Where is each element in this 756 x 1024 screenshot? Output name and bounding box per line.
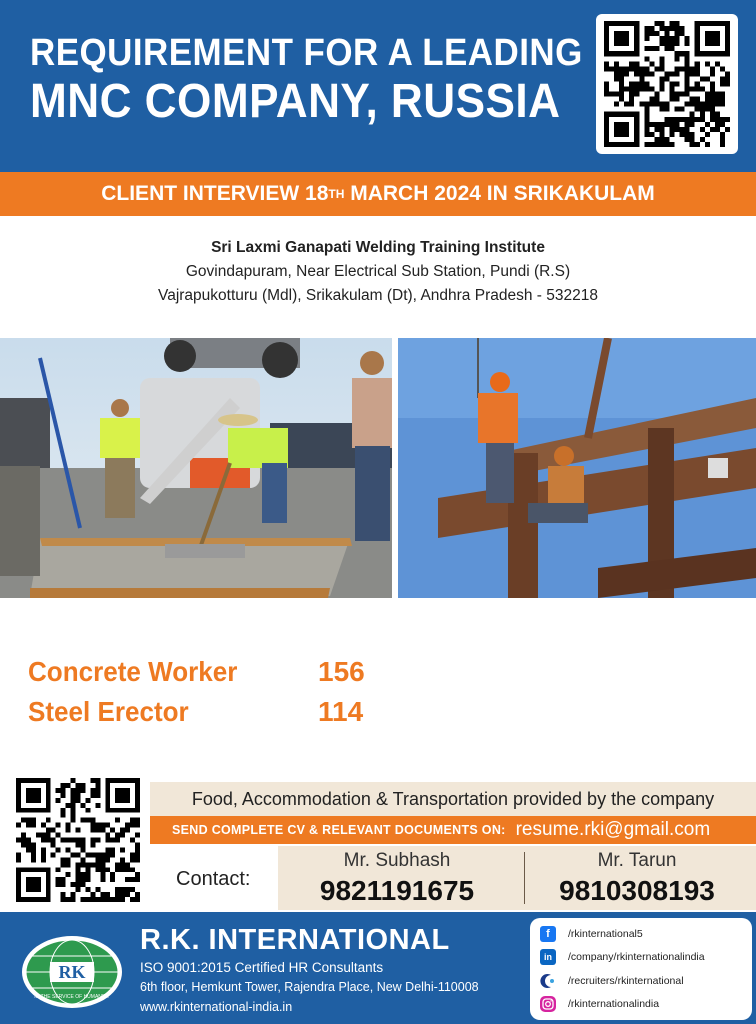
position-count: 114 (318, 696, 364, 727)
social-handle: /recruiters/rkinternational (568, 974, 684, 987)
social-handle: /rkinternational5 (568, 927, 643, 940)
svg-text:RK: RK (58, 962, 86, 982)
contact-phone[interactable]: 9810308193 (559, 875, 715, 906)
contact-name: Mr. Subhash (343, 850, 451, 871)
headline-line-2: MNC COMPANY, RUSSIA (30, 75, 561, 128)
social-link-facebook[interactable] (540, 922, 742, 946)
concrete-workers-photo (0, 338, 392, 598)
benefits-text: Food, Accommodation & Transportation provided by the company (191, 788, 715, 809)
institute-name: Sri Laxmi Ganapati Welding Training Institute (211, 239, 545, 256)
banner-text-end: MARCH 2024 IN SRIKAKULAM (344, 182, 655, 205)
social-link-recruiter[interactable] (540, 969, 742, 993)
linkedin-icon: in (540, 949, 556, 965)
position-count: 156 (318, 656, 365, 687)
cv-label: SEND COMPLETE CV & RELEVANT DOCUMENTS ON: (172, 823, 506, 837)
company-name: R.K. INTERNATIONAL (140, 924, 450, 956)
company-info (140, 922, 479, 1017)
contact-label: Contact: (176, 868, 251, 890)
social-link-instagram[interactable] (540, 993, 742, 1017)
venue-address (0, 236, 756, 308)
instagram-icon (540, 996, 556, 1012)
position-title: Concrete Worker (28, 656, 238, 687)
cv-email-link[interactable]: resume.rki@gmail.com (515, 819, 711, 840)
footer (0, 912, 756, 1024)
recruiter-icon (540, 973, 556, 989)
job-positions (28, 652, 398, 732)
qr-code-top[interactable] (596, 14, 738, 154)
steel-erectors-photo (398, 338, 756, 598)
iso-certification: ISO 9001:2015 Certified HR Consultants (140, 960, 384, 975)
contact-phone[interactable]: 9821191675 (319, 875, 475, 906)
social-handle: /company/rkinternationalindia (568, 951, 705, 964)
position-row (28, 692, 398, 732)
social-links-card (530, 918, 752, 1020)
qr-code-bottom[interactable] (14, 778, 142, 902)
svg-text:IN THE SERVICE OF HUMANITY: IN THE SERVICE OF HUMANITY (34, 994, 110, 1000)
banner-superscript: TH (328, 187, 345, 201)
headline-line-1: REQUIREMENT FOR A LEADING (30, 32, 583, 74)
contact-box (278, 846, 756, 910)
qr-code-icon (14, 778, 142, 902)
position-row (28, 652, 398, 692)
company-website-link[interactable]: www.rkinternational-india.in (140, 1000, 293, 1014)
cv-instructions-bar (150, 816, 756, 844)
headline (30, 30, 590, 128)
position-title: Steel Erector (28, 696, 189, 727)
social-handle: /rkinternationalindia (568, 998, 660, 1011)
contact-person (278, 846, 516, 908)
company-address: 6th floor, Hemkunt Tower, Rajendra Place, New Delhi-110008 (140, 980, 479, 994)
address-line-1: Govindapuram, Near Electrical Sub Station, Pundi (R.S) (185, 263, 571, 280)
facebook-icon: f (540, 926, 556, 942)
interview-banner (0, 172, 756, 216)
rk-globe-logo (20, 934, 124, 1010)
contact-person (518, 846, 756, 908)
header-band (0, 0, 756, 172)
qr-code-icon (603, 21, 731, 147)
address-line-2: Vajrapukotturu (Mdl), Srikakulam (Dt), Andhra Pradesh - 532218 (158, 287, 598, 304)
social-link-linkedin[interactable] (540, 946, 742, 970)
banner-text-start: CLIENT INTERVIEW 18 (101, 182, 329, 205)
contact-name: Mr. Tarun (597, 850, 677, 871)
benefits-bar (150, 782, 756, 816)
